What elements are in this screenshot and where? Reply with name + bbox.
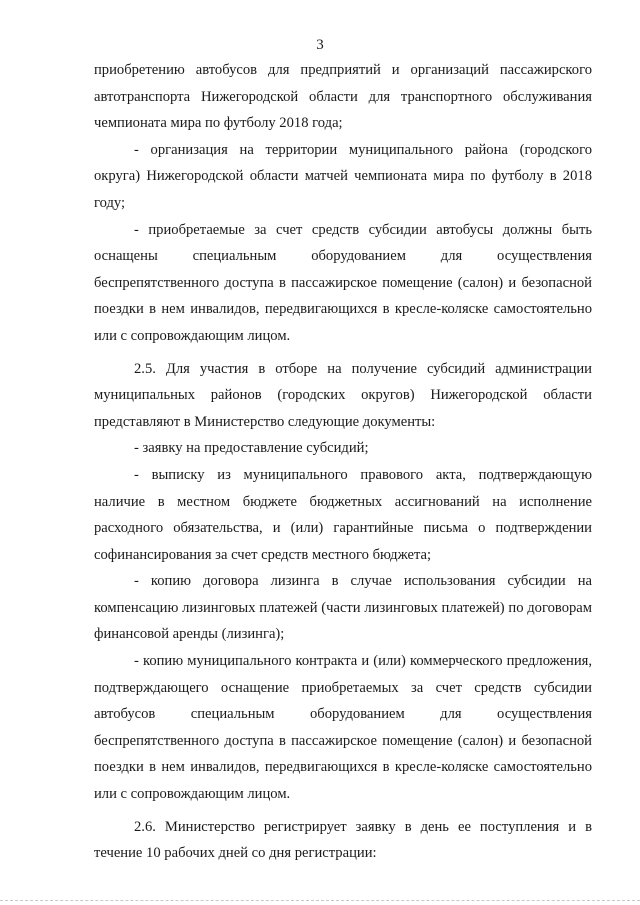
list-item-legal-act-extract: - выписку из муниципального правового акта, подтверждающую наличие в местном бюджете бюджетных ассигнований на исполнение расходного обязательства, и (или) гарантийные письма о подтверждении софинансирования за счет средств местного бюджета; — [94, 466, 592, 563]
clause-2-6: 2.6. Министерство регистрирует заявку в день ее поступления и в течение 10 рабочих дней со дня регистрации: — [94, 818, 592, 862]
page-number: 3 — [316, 37, 324, 53]
paragraph-continuation: приобретению автобусов для предприятий и организаций пассажирского автотранспорта Нижегородской области для транспортного обслуживания чемпионата мира по футболу 2018 года; — [94, 62, 592, 132]
list-item-leasing-contract: - копию договора лизинга в случае использования субсидии на компенсацию лизинговых платежей (части лизинговых платежей) по договорам финансовой аренды (лизинга); — [94, 573, 592, 643]
list-item-bus-equipment-condition: - приобретаемые за счет средств субсидии автобусы должны быть оснащены специальным оборудованием для осуществления беспрепятственного доступа в пассажирское помещение (салон) и безопасной поездки в нем инвалидов, передвигающихся в кресле-коляске самостоятельно или с сопровождающим лицом. — [94, 221, 592, 344]
page-bottom-edge — [0, 900, 640, 901]
document-body — [94, 57, 592, 867]
list-item-venue-condition: - организация на территории муниципального района (городского округа) Нижегородской области матчей чемпионата мира по футболу в 2018 году; — [94, 141, 592, 211]
clause-2-5: 2.5. Для участия в отборе на получение субсидий администрации муниципальных районов (городских округов) Нижегородской области представляют в Министерство следующие документы: — [94, 360, 592, 430]
list-item-application: - заявку на предоставление субсидий; — [134, 440, 369, 457]
list-item-municipal-contract: - копию муниципального контракта и (или) коммерческого предложения, подтверждающего оснащение приобретаемых за счет средств субсидии автобусов специальным оборудованием для осуществления беспрепятственного доступа в пассажирское помещение (салон) и безопасной поездки в нем инвалидов, передвигающихся в кресле-коляске самостоятельно или с сопровождающим лицом. — [94, 653, 592, 803]
